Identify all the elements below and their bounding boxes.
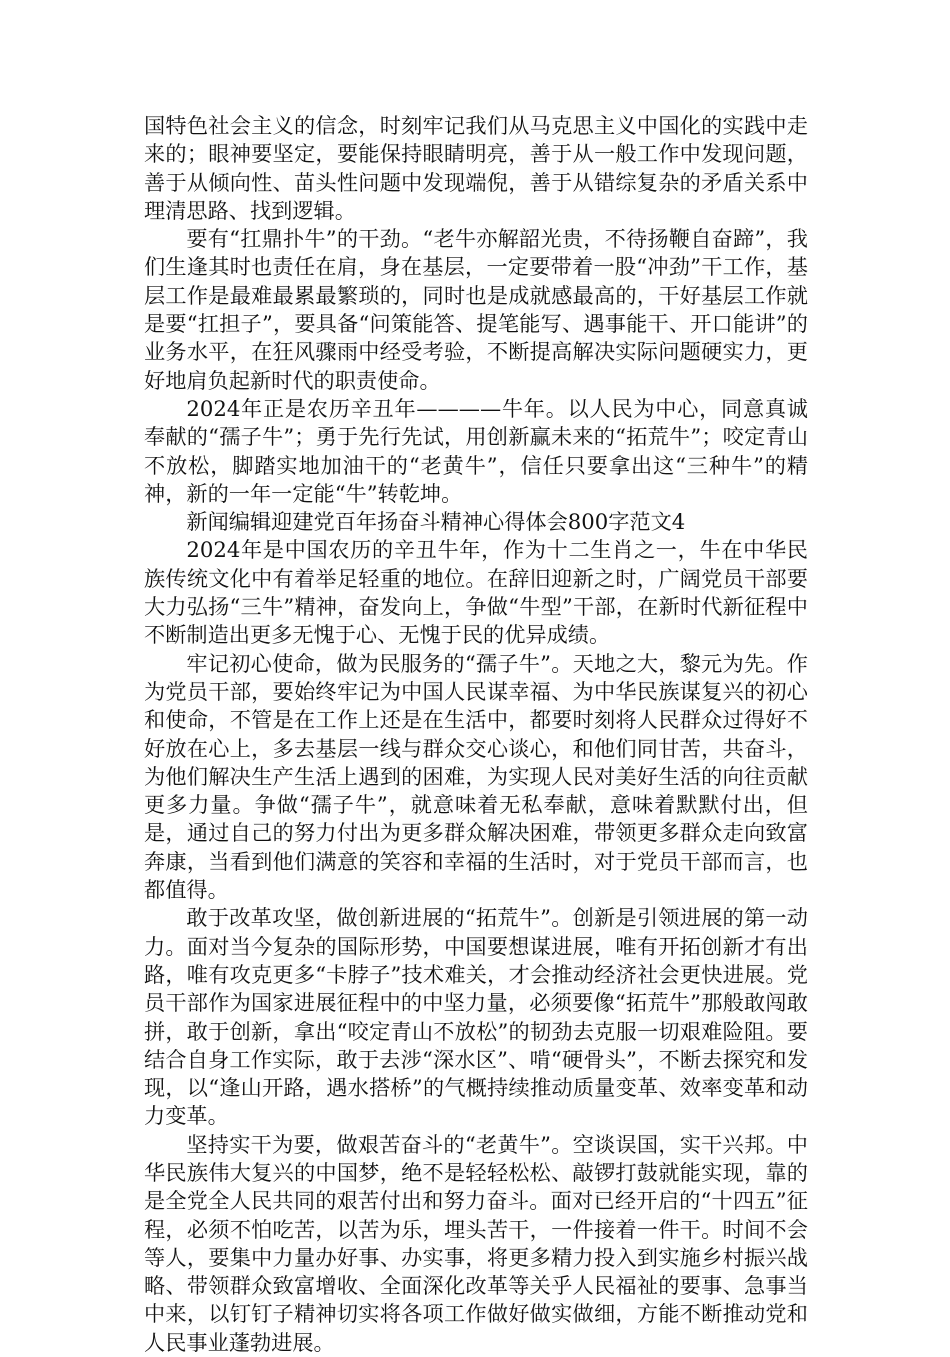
paragraph-intro: 2024年是中国农历的辛丑牛年，作为十二生肖之一，牛在中华民族传统文化中有着举足轻重的地位。在辞旧迎新之时，广阔党员干部要大力弘扬“三牛”精神，奋发向上，争做“牛型”干部，在新时代新征程中不断制造出更多无愧于心、无愧于民的优异成绩。 [144,537,808,648]
paragraph-ruziniu: 牢记初心使命，做为民服务的“孺子牛”。天地之大，黎元为先。作为党员干部，要始终牢记为中国人民谋幸福、为中华民族谋复兴的初心和使命，不管是在工作上还是在生活中，都要时刻将人民群众过得好不好放在心上，多去基层一线与群众交心谈心，和他们同甘苦，共奋斗，为他们解决生产生活上遇到的困难，为实现人民对美好生活的向往贡献更多力量。争做“孺子牛”，就意味着无私奉献，意味着默默付出，但是，通过自己的努力付出为更多群众解决困难，带领更多群众走向致富奔康，当看到他们满意的笑容和幸福的生活时，对于党员干部而言，也都值得。 [144,650,808,903]
document-page [144,112,808,1357]
paragraph-continuation: 国特色社会主义的信念，时刻牢记我们从马克思主义中国化的实践中走来的；眼神要坚定，要能保持眼睛明亮，善于从一般工作中发现问题，善于从倾向性、苗头性问题中发现端倪，善于从错综复杂的矛盾关系中理清思路、找到逻辑。 [144,113,808,223]
paragraph-tuohuangniu: 敢于改革攻坚，做创新进展的“拓荒牛”。创新是引领进展的第一动力。面对当今复杂的国际形势，中国要想谋进展，唯有开拓创新才有出路，唯有攻克更多“卡脖子”技术难关，才会推动经济社会更快进展。党员干部作为国家进展征程中的中坚力量，必须要像“拓荒牛”那般敢闯敢拼，敢于创新，拿出“咬定青山不放松”的韧劲去克服一切艰难险阻。要结合自身工作实际，敢于去涉“深水区”、啃“硬骨头”，不断去探究和发现，以“逢山开路，遇水搭桥”的气概持续推动质量变革、效率变革和动力变革。 [144,905,808,1129]
section-heading: 新闻编辑迎建党百年扬奋斗精神心得体会800字范文4 [186,509,686,535]
paragraph-laohuangniu: 坚持实干为要，做艰苦奋斗的“老黄牛”。空谈误国，实干兴邦。中华民族伟大复兴的中国梦，绝不是轻轻松松、敲锣打鼓就能实现，靠的是全党全人民共同的艰苦付出和努力奋斗。面对已经开启的“十四五”征程，必须不怕吃苦，以苦为乐，埋头苦干，一件接着一件干。时间不会等人，要集中力量办好事、办实事，将更多精力投入到实施乡村振兴战略、带领群众致富增收、全面深化改革等关乎人民福祉的要事、急事当中来，以钉钉子精神切实将各项工作做好做实做细，方能不断推动党和人民事业蓬勃进展。 [144,1131,808,1355]
paragraph-dingniu: 要有“扛鼎扑牛”的干劲。“老牛亦解韶光贵，不待扬鞭自奋蹄”，我们生逢其时也责任在肩，身在基层，一定要带着一股“冲劲”干工作，基层工作是最难最累最繁琐的，同时也是成就感最高的，干好基层工作就是要“扛担子”，要具备“问策能答、提笔能写、遇事能干、开口能讲”的业务水平，在狂风骤雨中经受考验，不断提高解决实际问题硬实力，更好地肩负起新时代的职责使命。 [144,226,808,393]
paragraph-niu-year: 2024年正是农历辛丑年————牛年。以人民为中心，同意真诚奉献的“孺子牛”；勇于先行先试，用创新赢未来的“拓荒牛”；咬定青山不放松，脚踏实地加油干的“老黄牛”，信任只要拿出这“三种牛”的精神，新的一年一定能“牛”转乾坤。 [144,395,808,506]
